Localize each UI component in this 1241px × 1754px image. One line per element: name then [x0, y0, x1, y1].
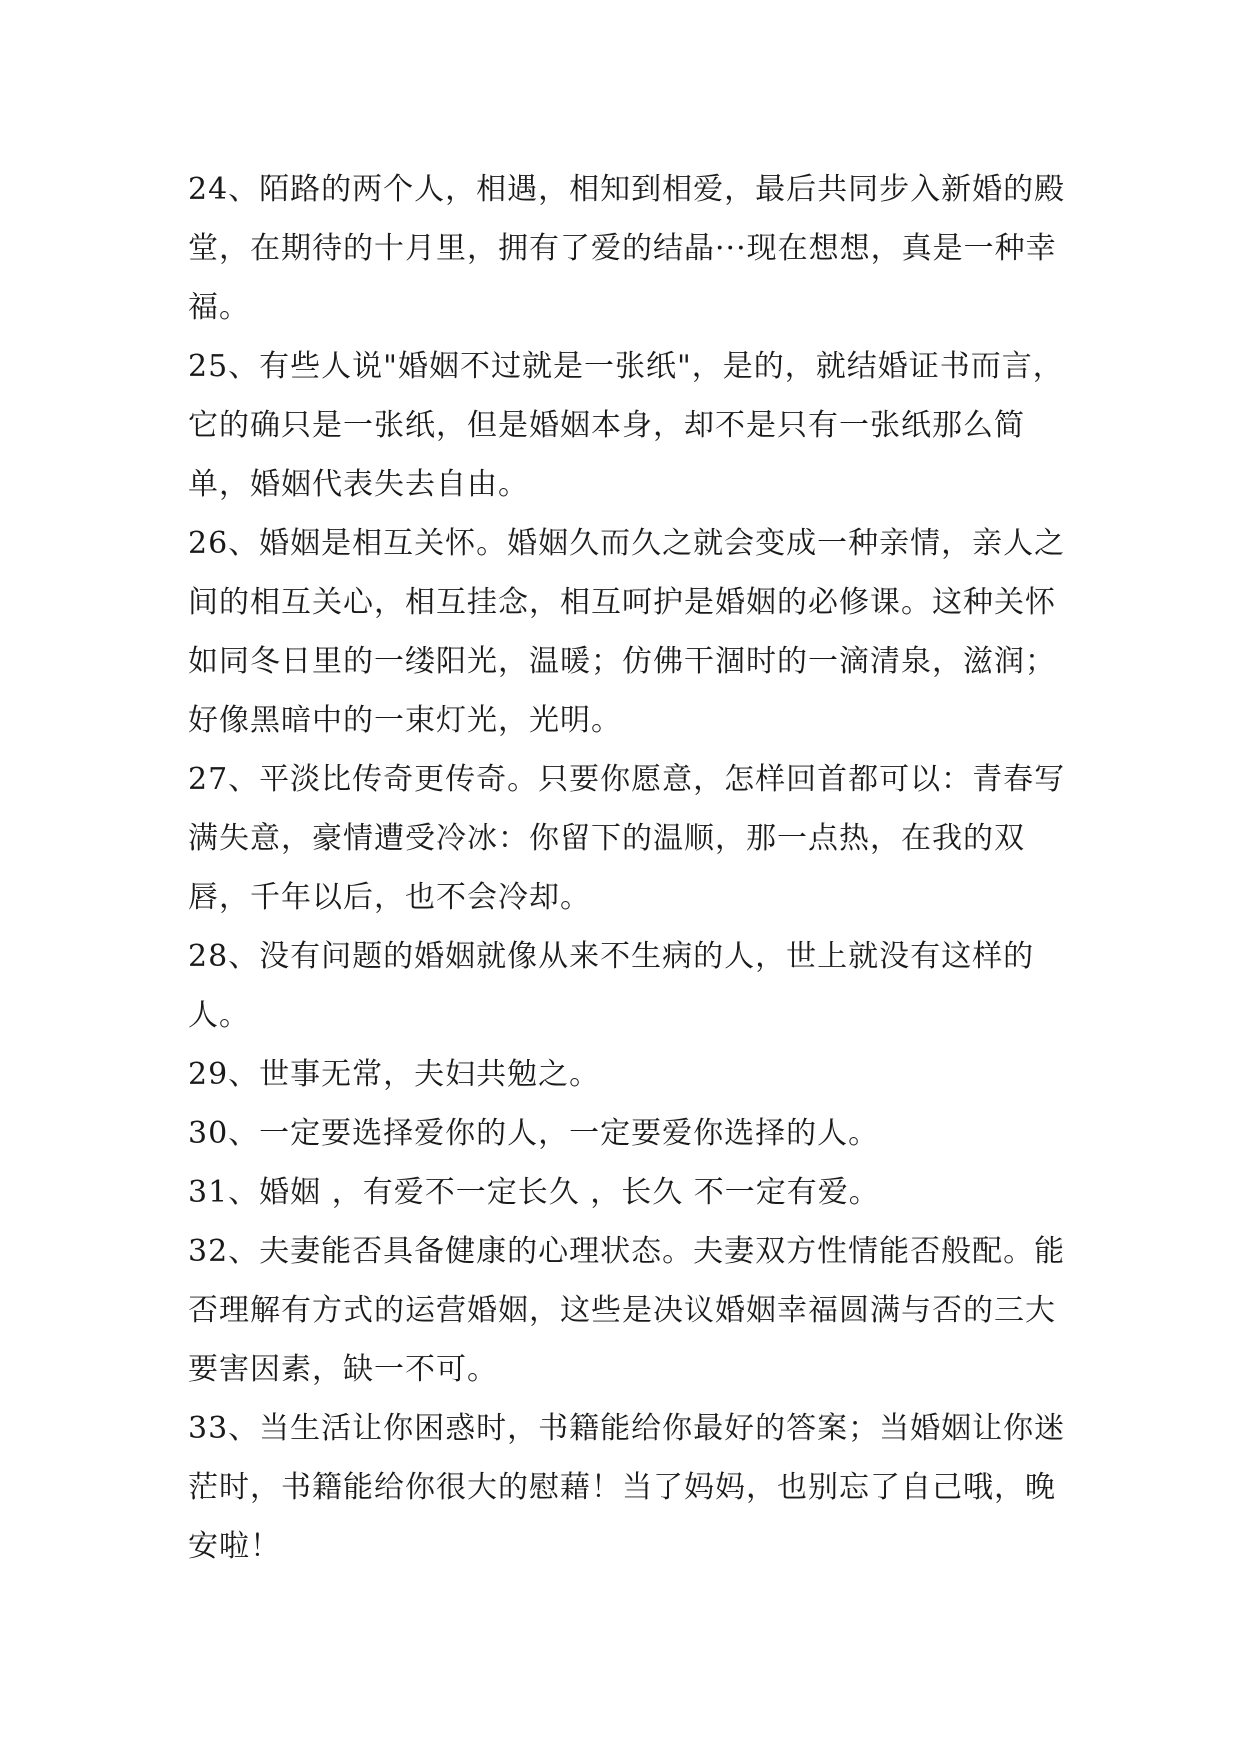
paragraph-32: 32、夫妻能否具备健康的心理状态。夫妻双方性情能否般配。能否理解有方式的运营婚姻，这些是决议婚姻幸福圆满与否的三大要害因素，缺一不可。 [188, 1234, 1066, 1387]
document-body [188, 160, 1068, 1576]
paragraph-24: 24、陌路的两个人，相遇，相知到相爱，最后共同步入新婚的殿堂，在期待的十月里，拥有了爱的结晶···现在想想，真是一种幸福。 [188, 172, 1066, 325]
paragraph-30: 30、一定要选择爱你的人，一定要爱你选择的人。 [188, 1116, 880, 1151]
paragraph-25: 25、有些人说"婚姻不过就是一张纸"，是的，就结婚证书而言，它的确只是一张纸，但是婚姻本身，却不是只有一张纸那么简单，婚姻代表失去自由。 [188, 349, 1064, 502]
paragraph-26: 26、婚姻是相互关怀。婚姻久而久之就会变成一种亲情，亲人之间的相互关心，相互挂念，相互呵护是婚姻的必修课。这种关怀如同冬日里的一缕阳光，温暖；仿佛干涸时的一滴清泉，滋润；好像黑暗中的一束灯光，光明。 [188, 526, 1066, 738]
paragraph-33: 33、当生活让你困惑时，书籍能给你最好的答案；当婚姻让你迷茫时，书籍能给你很大的慰藉！当了妈妈，也别忘了自己哦，晚安啦！ [188, 1411, 1066, 1564]
paragraph-28: 28、没有问题的婚姻就像从来不生病的人，世上就没有这样的人。 [188, 939, 1035, 1033]
paragraph-31: 31、婚姻 ，有爱不一定长久 ，长久 不一定有爱。 [188, 1175, 880, 1210]
paragraph-27: 27、平淡比传奇更传奇。只要你愿意，怎样回首都可以：青春写满失意，豪情遭受冷冰：你留下的温顺，那一点热，在我的双唇，千年以后，也不会冷却。 [188, 762, 1066, 915]
paragraph-29: 29、世事无常，夫妇共勉之。 [188, 1057, 601, 1092]
